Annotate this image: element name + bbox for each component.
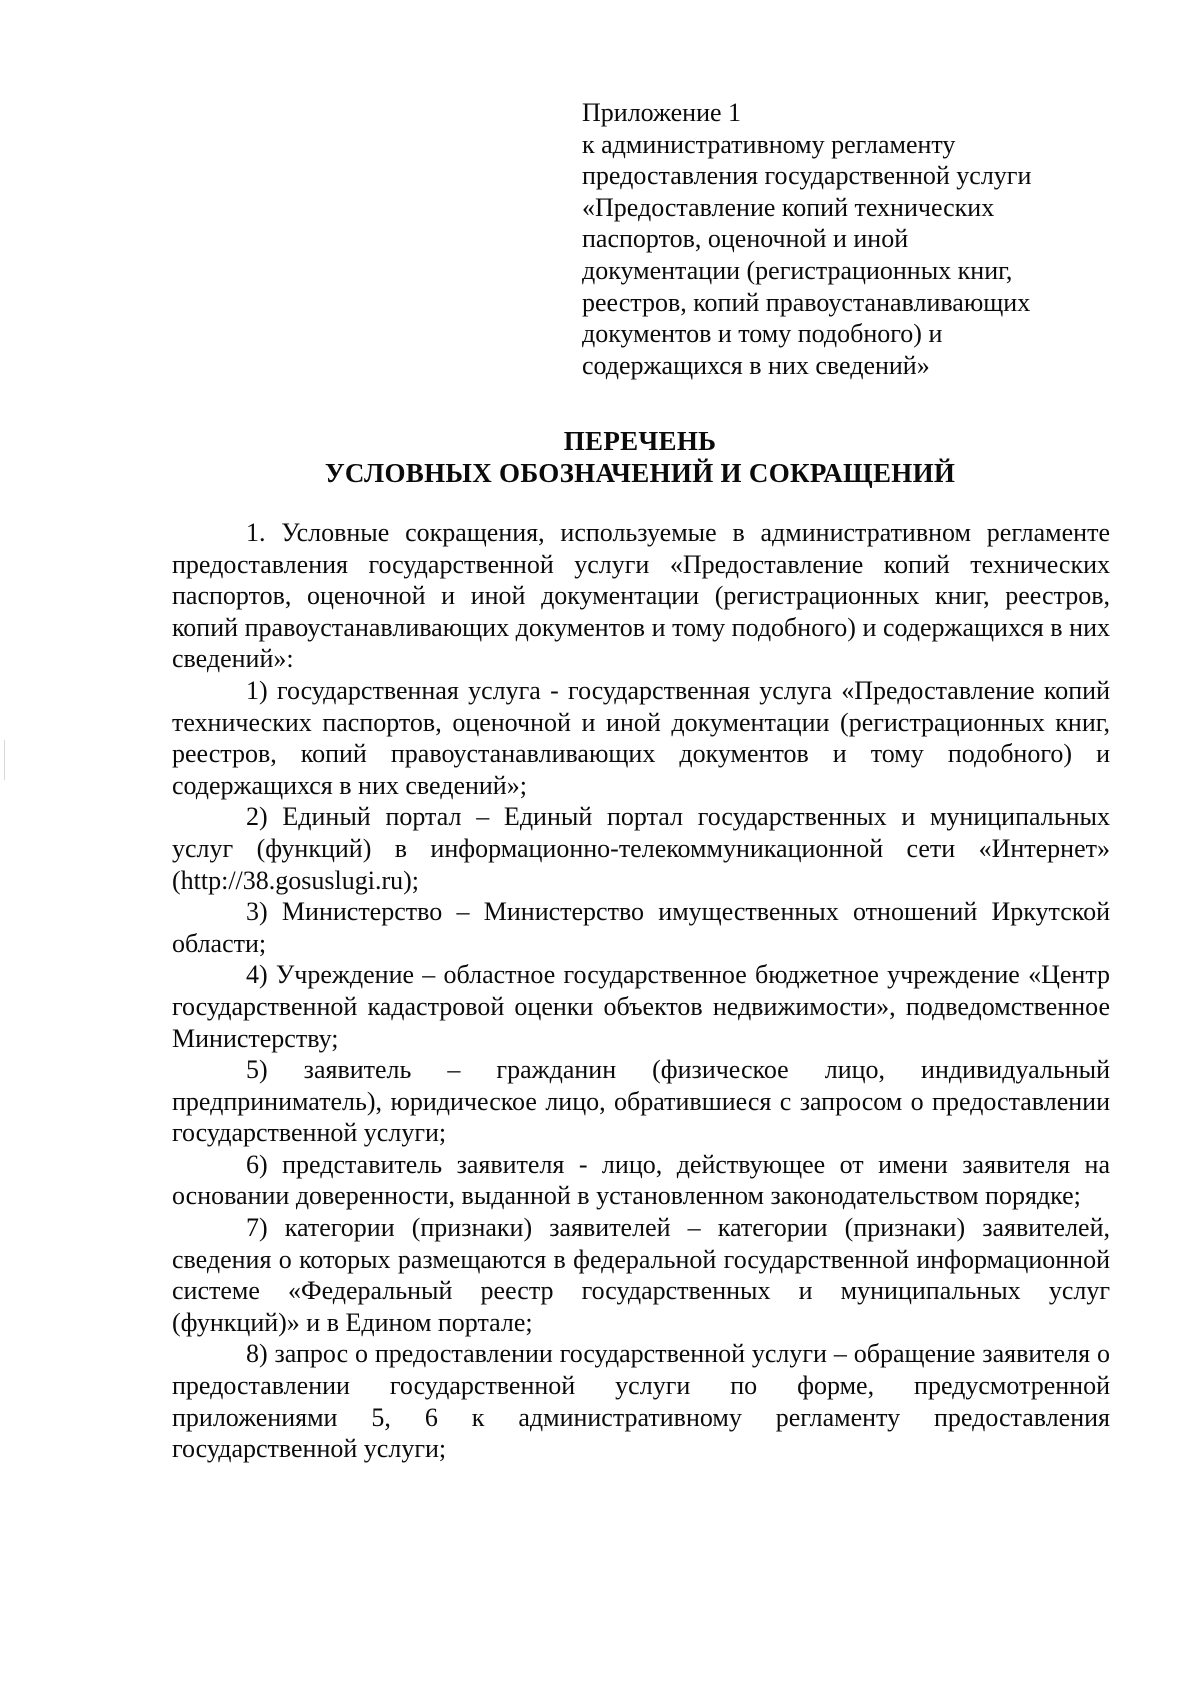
definition-item-6: 6) представитель заявителя - лицо, действующее от имени заявителя на основании доверенности, выданной в установленном законодательством порядке;: [172, 1149, 1110, 1211]
definition-item-3: 3) Министерство – Министерство имущественных отношений Иркутской области;: [172, 897, 1110, 958]
appendix-line: предоставления государственной услуги: [582, 161, 1032, 191]
appendix-line: документации (регистрационных книг,: [582, 255, 1013, 285]
paragraph-intro: 1. Условные сокращения, используемые в административном регламенте предоставления государственной услуги «Предоставление копий технических паспортов, оценочной и иной документации (регистрационных книг, реестров, копий правоустанавливающих документов и тому подобного) и содержащихся в них сведений»:: [172, 518, 1110, 674]
appendix-line: Приложение 1: [582, 98, 742, 127]
definition-item-8: 8) запрос о предоставлении государственной услуги – обращение заявителя о предоставлении государственной услуги по форме, предусмотренной приложениями 5, 6 к административному регламенту предоставления государственной услуги;: [172, 1339, 1110, 1464]
document-body: [172, 517, 1110, 1465]
appendix-header: [582, 97, 1102, 381]
appendix-line: «Предоставление копий технических: [582, 192, 995, 222]
definition-item-7: 7) категории (признаки) заявителей – категории (признаки) заявителей, сведения о которых размещаются в федеральной государственной информационной системе «Федеральный реестр государственных и муниципальных услуг (функций)» и в Едином портале;: [172, 1213, 1110, 1337]
appendix-line: паспортов, оценочной и иной: [582, 224, 909, 254]
definition-item-5: 5) заявитель – гражданин (физическое лицо, индивидуальный предприниматель), юридическое лицо, обратившиеся с запросом о предоставлении государственной услуги;: [172, 1055, 1110, 1148]
appendix-line: реестров, копий правоустанавливающих: [582, 287, 1031, 317]
appendix-line: документов и тому подобного) и: [582, 319, 943, 349]
definition-item-2: 2) Единый портал – Единый портал государственных и муниципальных услуг (функций) в информационно-телекоммуникационной сети «Интернет» (http://38.gosuslugi.ru);: [172, 802, 1110, 895]
appendix-line: содержащихся в них сведений»: [582, 350, 930, 380]
scan-margin-artifact: [4, 740, 5, 780]
definition-item-4: 4) Учреждение – областное государственное бюджетное учреждение «Центр государственной кадастровой оценки объектов недвижимости», подведомственное Министерству;: [172, 960, 1110, 1053]
definition-item-1: 1) государственная услуга - государственная услуга «Предоставление копий технических паспортов, оценочной и иной документации (регистрационных книг, реестров, копий правоустанавливающих документов и тому подобного) и содержащихся в них сведений»;: [172, 675, 1110, 800]
appendix-line: к административному регламенту: [582, 129, 956, 159]
document-title: ПЕРЕЧЕНЬ: [563, 426, 717, 456]
document-subtitle: УСЛОВНЫХ ОБОЗНАЧЕНИЙ И СОКРАЩЕНИЙ: [324, 458, 956, 488]
